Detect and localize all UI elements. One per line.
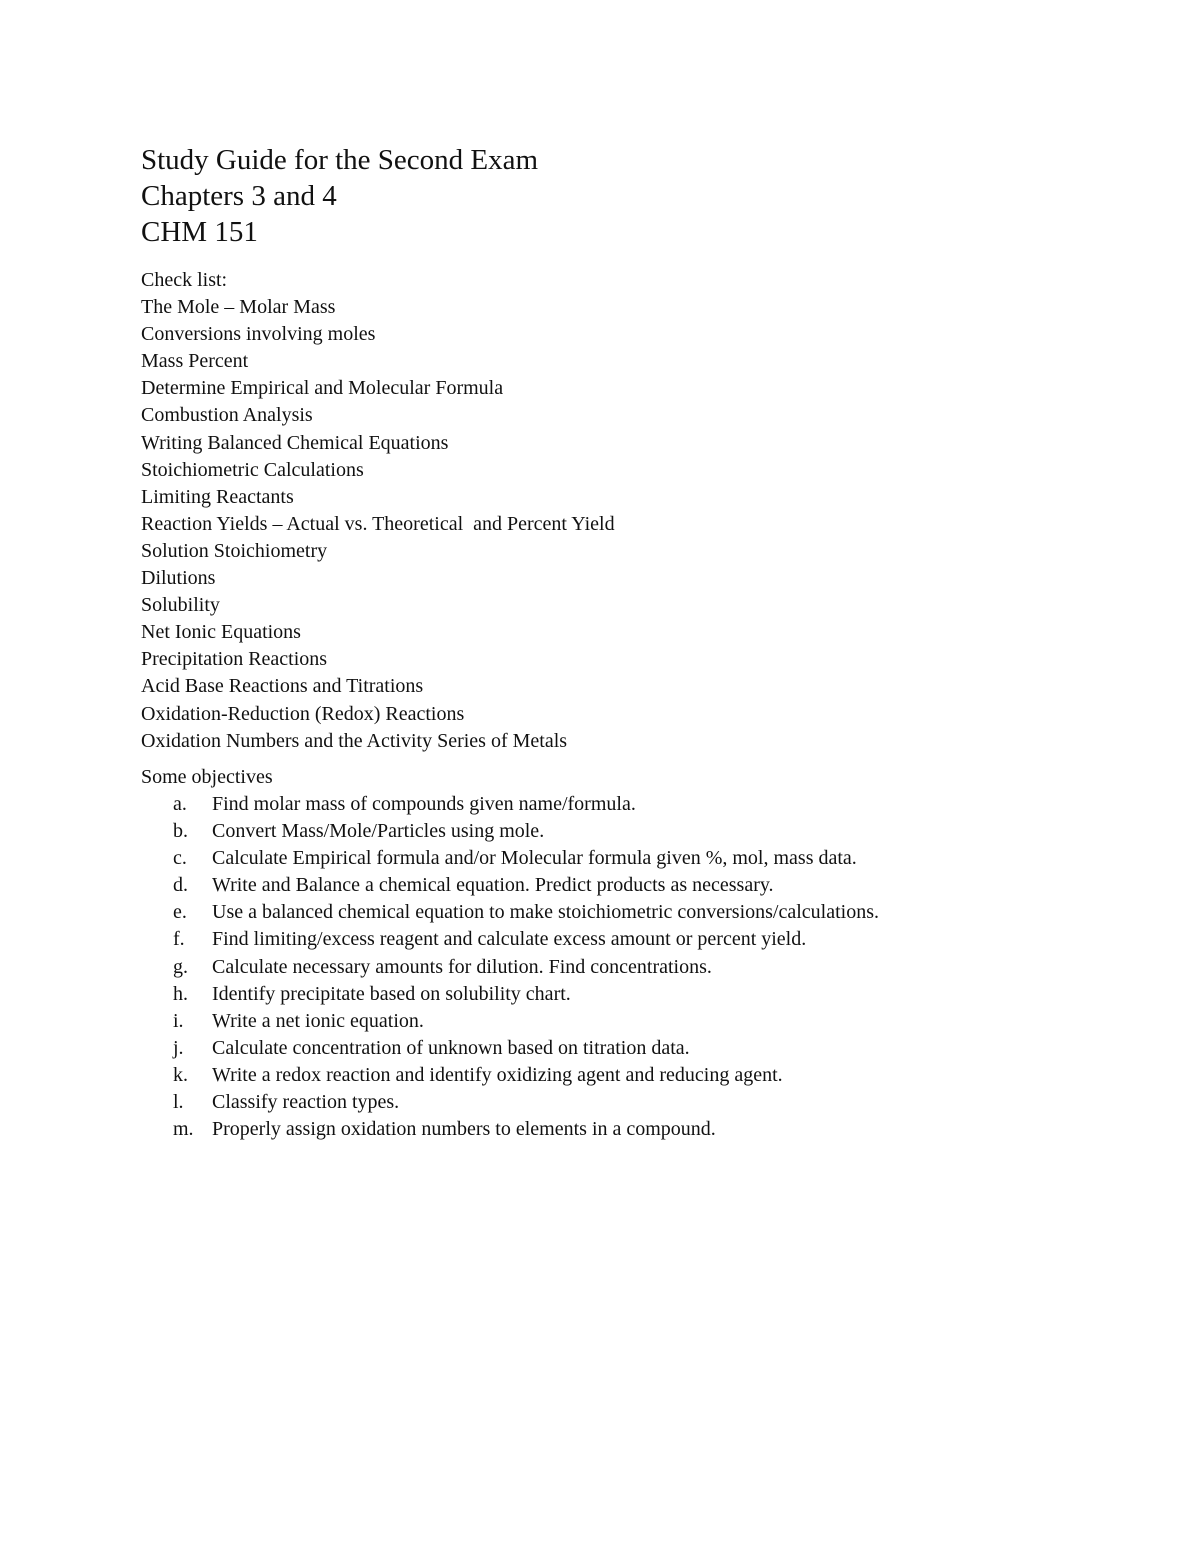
objective-text: Calculate concentration of unknown based on titration data.	[212, 1036, 690, 1059]
objective-text: Identify precipitate based on solubility chart.	[212, 982, 571, 1005]
checklist-item: Acid Base Reactions and Titrations	[141, 675, 424, 698]
checklist-item: Reaction Yields – Actual vs. Theoretical and Percent Yield	[141, 512, 615, 535]
checklist-item: Solution Stoichiometry	[141, 539, 328, 562]
objective-letter: k.	[173, 1063, 188, 1086]
objectives-section	[141, 763, 1091, 1143]
objective-item	[141, 1035, 1091, 1062]
objective-item	[141, 1008, 1091, 1035]
objective-item	[141, 1116, 1091, 1143]
objective-letter: d.	[173, 874, 188, 897]
objectives-list	[141, 791, 1091, 1143]
checklist-item: Combustion Analysis	[141, 404, 313, 427]
objective-item	[141, 899, 1091, 926]
objective-letter: e.	[173, 901, 187, 924]
objective-text: Calculate Empirical formula and/or Molecular formula given %, mol, mass data.	[212, 847, 857, 870]
objective-letter: g.	[173, 955, 188, 978]
objective-item	[141, 791, 1091, 818]
objective-item	[141, 954, 1091, 981]
checklist-item: Oxidation Numbers and the Activity Series of Metals	[141, 729, 568, 752]
checklist-item: Conversions involving moles	[141, 323, 376, 346]
objective-text: Write and Balance a chemical equation. Predict products as necessary.	[212, 874, 774, 897]
objective-letter: f.	[173, 928, 185, 951]
objective-letter: l.	[173, 1091, 184, 1114]
checklist-item: Oxidation-Reduction (Redox) Reactions	[141, 702, 465, 725]
objective-item	[141, 872, 1091, 899]
checklist-item: Dilutions	[141, 567, 216, 590]
checklist-section	[141, 267, 1091, 755]
checklist-item: Writing Balanced Chemical Equations	[141, 431, 449, 454]
checklist-item: Precipitation Reactions	[141, 648, 328, 671]
objective-item	[141, 981, 1091, 1008]
objective-text: Calculate necessary amounts for dilution. Find concentrations.	[212, 955, 712, 978]
checklist-heading: Check list:	[141, 269, 228, 291]
course-code: CHM 151	[141, 216, 258, 248]
checklist-item: Mass Percent	[141, 350, 249, 373]
objective-item	[141, 1062, 1091, 1089]
checklist-item: The Mole – Molar Mass	[141, 296, 336, 319]
objective-letter: m.	[173, 1118, 194, 1141]
checklist-item: Limiting Reactants	[141, 485, 294, 508]
objective-letter: a.	[173, 793, 187, 815]
document-title: Study Guide for the Second Exam	[141, 144, 539, 176]
objective-text: Find molar mass of compounds given name/formula.	[212, 793, 636, 815]
objectives-heading: Some objectives	[141, 766, 273, 788]
checklist-item: Determine Empirical and Molecular Formula	[141, 377, 504, 400]
objective-text: Properly assign oxidation numbers to elements in a compound.	[212, 1118, 716, 1141]
objective-letter: h.	[173, 982, 188, 1005]
objective-item	[141, 1089, 1091, 1116]
objective-text: Classify reaction types.	[212, 1091, 400, 1114]
objective-text: Write a redox reaction and identify oxidizing agent and reducing agent.	[212, 1063, 783, 1086]
checklist-item: Net Ionic Equations	[141, 621, 301, 644]
objective-text: Find limiting/excess reagent and calculate excess amount or percent yield.	[212, 928, 807, 951]
objective-item	[141, 926, 1091, 953]
objective-letter: j.	[173, 1036, 184, 1059]
objective-item	[141, 845, 1091, 872]
objective-letter: b.	[173, 820, 188, 843]
objective-text: Write a net ionic equation.	[212, 1009, 424, 1032]
objective-letter: c.	[173, 847, 187, 870]
objective-text: Use a balanced chemical equation to make stoichiometric conversions/calculations.	[212, 901, 879, 924]
objective-item	[141, 818, 1091, 845]
title-block	[141, 142, 1041, 250]
checklist-item: Solubility	[141, 594, 220, 617]
document-chapters: Chapters 3 and 4	[141, 180, 337, 212]
objective-letter: i.	[173, 1009, 184, 1032]
objective-text: Convert Mass/Mole/Particles using mole.	[212, 820, 545, 843]
checklist-item: Stoichiometric Calculations	[141, 458, 364, 481]
